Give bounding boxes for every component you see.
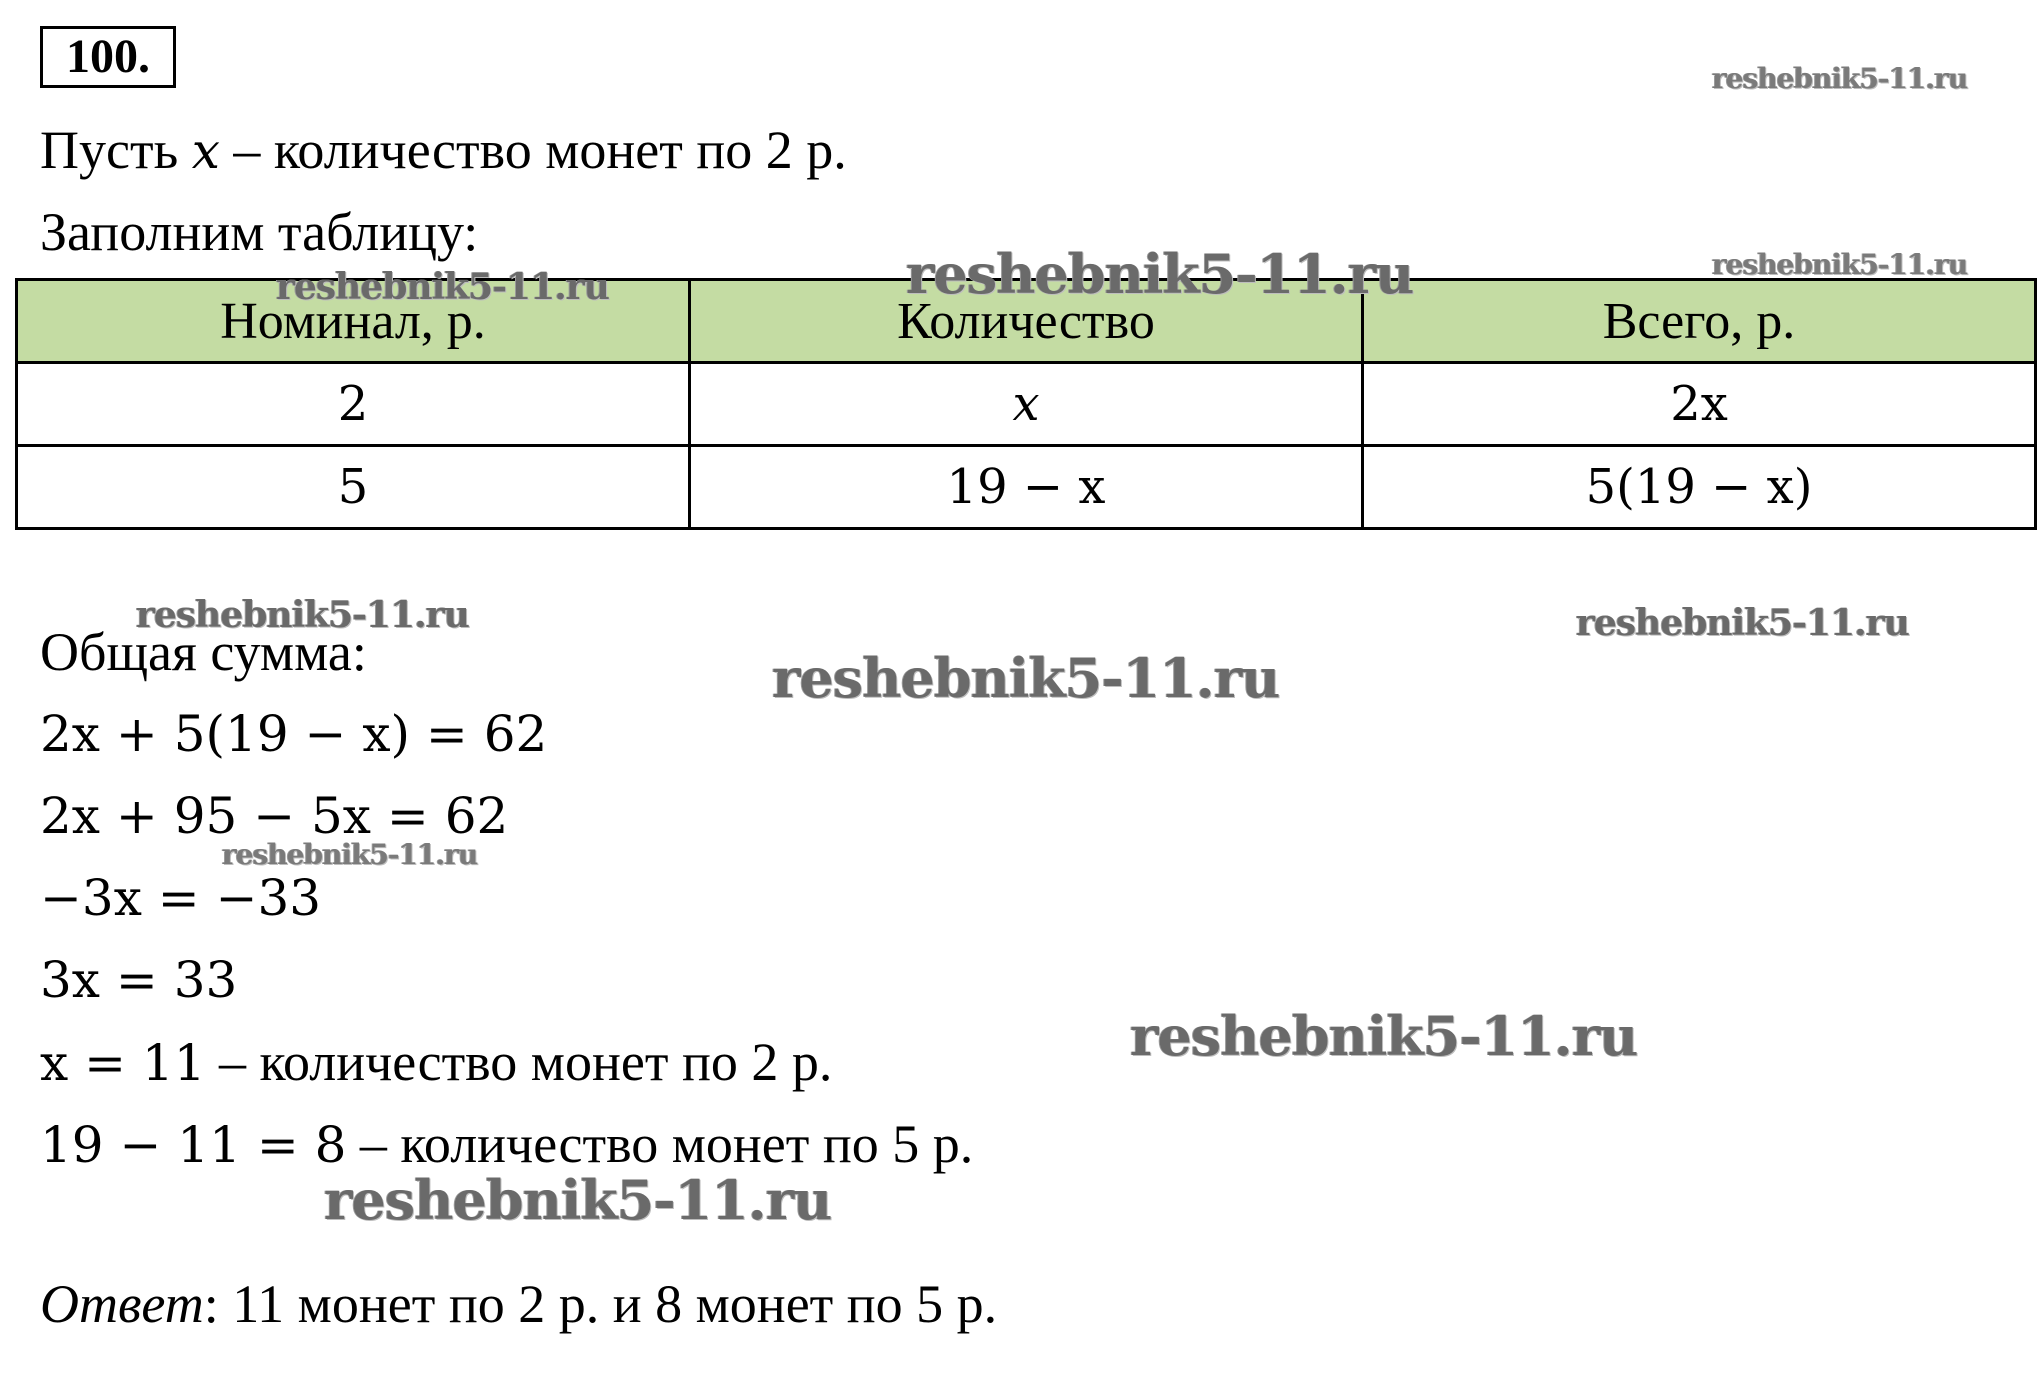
problem-number: 100. <box>40 26 176 88</box>
table-cell: 19 − x <box>690 446 1363 529</box>
header-denomination: Номинал, р. <box>17 280 690 363</box>
intro-let-line <box>40 118 847 183</box>
equation-line: −3x = −33 <box>40 869 322 927</box>
let-suffix: – количество монет по 2 р. <box>219 120 847 180</box>
equation-line: 2x + 5(19 − x) = 62 <box>40 705 548 763</box>
watermark: reshebnik5-11.ru <box>276 266 609 308</box>
header-quantity: Количество <box>690 280 1363 363</box>
result-x-equation: x = 11 <box>40 1034 206 1092</box>
table-cell: 2x <box>1363 363 2036 446</box>
equation-line: 3x = 33 <box>40 951 238 1009</box>
watermark: reshebnik5-11.ru <box>1576 602 1909 644</box>
total-sum-label: Общая сумма: <box>40 622 367 682</box>
equation-line: 2x + 95 − 5x = 62 <box>40 787 509 845</box>
table-cell: 2 <box>17 363 690 446</box>
result-x-line <box>40 1030 832 1095</box>
header-total: Всего, р. <box>1363 280 2036 363</box>
watermark: reshebnik5-11.ru <box>324 1168 832 1232</box>
watermark: reshebnik5-11.ru <box>1130 1004 1638 1068</box>
watermark: reshebnik5-11.ru <box>222 838 478 871</box>
table-row <box>17 363 2036 446</box>
answer-label: Ответ <box>40 1274 204 1334</box>
watermark: reshebnik5-11.ru <box>1712 248 1968 281</box>
table-row <box>17 446 2036 529</box>
result-5-text: – количество монет по 5 р. <box>346 1114 974 1174</box>
watermark: reshebnik5-11.ru <box>772 646 1280 710</box>
coins-table <box>15 278 2037 530</box>
result-5-equation: 19 − 11 = 8 <box>40 1116 347 1174</box>
answer-line <box>40 1272 997 1336</box>
table-cell: 5 <box>17 446 690 529</box>
result-x-text: – количество монет по 2 р. <box>205 1032 833 1092</box>
table-cell: 5(19 − x) <box>1363 446 2036 529</box>
watermark: reshebnik5-11.ru <box>136 594 469 636</box>
let-variable: x <box>191 122 220 180</box>
fill-table-caption: Заполним таблицу: <box>40 202 479 262</box>
answer-text: : 11 монет по 2 р. и 8 монет по 5 р. <box>203 1274 998 1334</box>
let-prefix: Пусть <box>40 120 192 180</box>
watermark: reshebnik5-11.ru <box>1712 62 1968 95</box>
table-cell: x <box>690 363 1363 446</box>
watermark: reshebnik5-11.ru <box>906 242 1414 306</box>
